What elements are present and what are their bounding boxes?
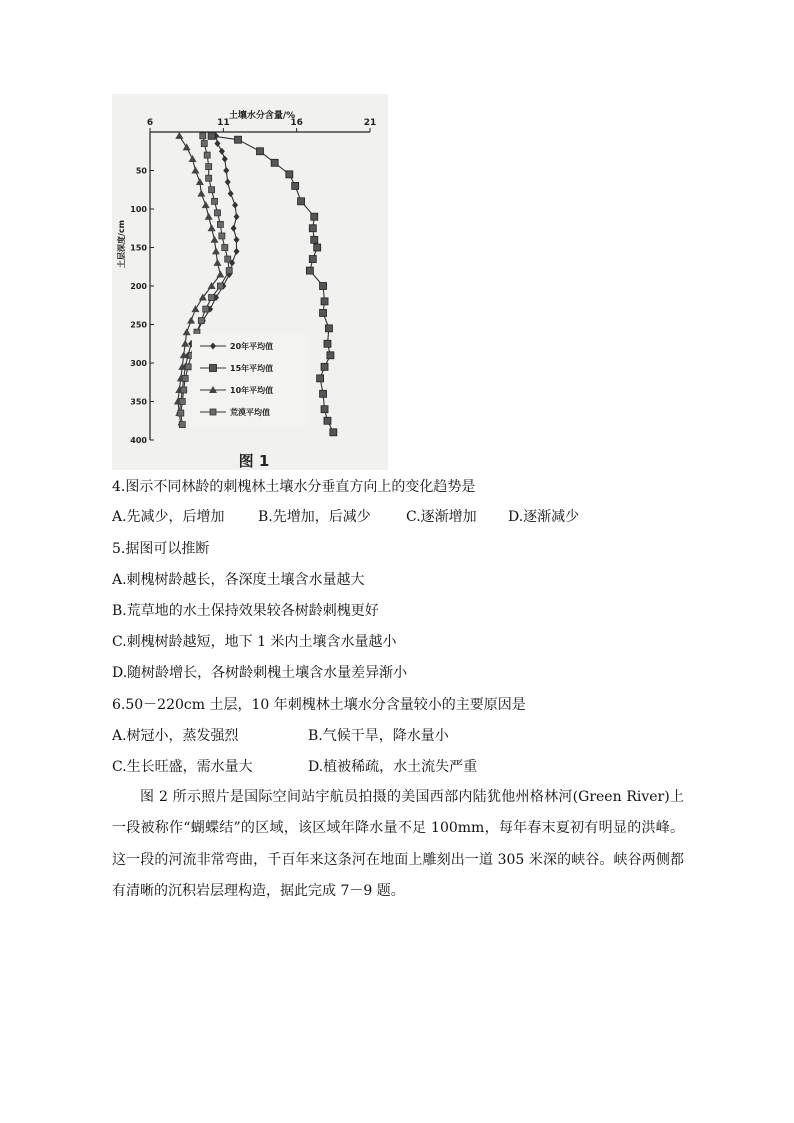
data-point	[219, 233, 225, 239]
y-tick-label: 350	[130, 397, 147, 407]
q6-option-a[interactable]: A.树冠小，蒸发强烈	[112, 728, 239, 744]
figure-1	[112, 94, 388, 470]
data-point	[232, 202, 238, 209]
data-point	[234, 213, 240, 220]
data-point	[209, 295, 215, 301]
data-point	[324, 417, 331, 424]
y-tick-label: 200	[130, 282, 147, 291]
data-point	[226, 268, 232, 274]
q5-option-c[interactable]: C.刺槐树龄越短，地下 1 米内土壤含水量越小	[112, 634, 397, 650]
data-point	[231, 225, 237, 232]
data-point	[321, 298, 328, 305]
data-point	[223, 167, 229, 174]
data-point	[198, 318, 204, 324]
data-point	[217, 221, 223, 227]
data-point	[183, 328, 191, 335]
data-point	[320, 309, 327, 316]
q4-option-a[interactable]: A.先减少，后增加	[112, 509, 225, 525]
legend	[192, 334, 308, 426]
data-point	[208, 132, 215, 139]
question-6-stem: 6.50－220cm 土层，10 年刺槐林土壤水分含量较小的主要原因是	[112, 697, 526, 713]
data-point	[200, 133, 206, 139]
data-point	[181, 387, 187, 393]
data-point	[298, 198, 305, 205]
data-point	[225, 256, 231, 262]
data-point	[257, 148, 264, 155]
y-tick-label: 150	[130, 243, 147, 253]
data-point	[196, 178, 204, 185]
q5-option-a[interactable]: A.刺槐树龄越长，各深度土壤含水量越大	[112, 572, 365, 588]
q4-option-d[interactable]: D.逐渐减少	[508, 509, 580, 525]
y-tick-label: 50	[135, 166, 147, 176]
data-point	[178, 410, 184, 416]
data-point	[320, 283, 327, 290]
data-point	[317, 375, 324, 382]
legend-label: 10年平均值	[230, 386, 274, 395]
y-axis-title: 土层深度/cm	[117, 220, 126, 268]
figure-caption: 图 1	[238, 452, 270, 470]
data-point	[206, 175, 212, 181]
data-point	[217, 283, 223, 289]
data-point	[234, 236, 240, 243]
data-point	[222, 155, 228, 162]
q4-option-c[interactable]: C.逐渐增加	[406, 509, 477, 525]
q5-option-d[interactable]: D.随树龄增长，各树龄刺槐土壤含水量差异渐小	[112, 665, 408, 681]
q6-option-c[interactable]: C.生长旺盛，需水量大	[112, 759, 253, 775]
soil-moisture-chart	[112, 94, 388, 470]
question-4-options	[112, 507, 672, 527]
data-point	[213, 259, 221, 266]
data-point	[309, 225, 316, 232]
data-point	[183, 143, 191, 150]
data-point	[321, 406, 328, 413]
data-point	[212, 247, 220, 254]
data-point	[197, 190, 205, 197]
x-tick-label: 16	[290, 118, 303, 128]
data-point	[314, 244, 321, 251]
data-point	[330, 429, 337, 436]
data-point	[234, 248, 240, 255]
x-axis-title: 土壤水分含量/%	[228, 111, 296, 121]
x-tick-label: 11	[217, 118, 230, 128]
data-point	[214, 140, 220, 147]
data-point	[182, 375, 188, 381]
data-point	[309, 256, 316, 263]
data-point	[325, 325, 332, 332]
legend-label: 15年平均值	[230, 364, 274, 373]
data-point	[203, 306, 209, 312]
data-point	[205, 213, 213, 220]
question-6-options-row1	[112, 726, 672, 746]
data-point	[324, 340, 331, 347]
data-point	[209, 187, 215, 193]
data-point	[321, 363, 328, 370]
data-point	[271, 159, 278, 166]
data-point	[185, 364, 191, 370]
y-tick-label: 250	[130, 320, 147, 330]
data-point	[202, 201, 210, 208]
data-point	[191, 167, 199, 174]
data-point	[181, 340, 189, 347]
data-point	[179, 422, 185, 428]
question-5-stem: 5.据图可以推断	[112, 541, 210, 557]
data-point	[191, 305, 199, 312]
data-point	[211, 236, 219, 243]
data-point	[311, 213, 318, 220]
x-tick-label: 21	[363, 118, 377, 128]
data-point	[219, 148, 225, 155]
data-point	[327, 352, 334, 359]
data-point	[292, 182, 299, 189]
y-tick-label: 300	[130, 359, 147, 368]
data-point	[187, 317, 195, 324]
data-point	[235, 136, 242, 143]
data-point	[204, 152, 210, 158]
data-point	[179, 399, 185, 405]
data-point	[201, 141, 207, 147]
reading-passage: 图 2 所示照片是国际空间站宇航员拍摄的美国西部内陆犹他州格林河(Green River)上一段被称作“蝴蝶结”的区域，该区域年降水量不足 100mm，每年春末夏初有明显的洪峰。这一段的河流非常弯曲，千百年来这条河在地面上雕刻出一道 305 米深的峡谷。峡谷两侧都有清晰的沉积岩层理构造，据此完成 7－9 题。	[112, 789, 684, 899]
data-point	[216, 270, 224, 277]
q5-option-b[interactable]: B.荒草地的水土保持效果较各树龄刺槐更好	[112, 603, 379, 619]
data-point	[212, 198, 218, 204]
data-point	[222, 245, 228, 251]
legend-marker	[210, 409, 216, 415]
data-point	[311, 236, 318, 243]
q4-option-b[interactable]: B.先增加，后减少	[258, 509, 371, 525]
question-6-options-row2	[112, 757, 672, 777]
data-point	[225, 179, 231, 186]
data-point	[206, 164, 212, 170]
x-tick-label: 6	[146, 118, 154, 128]
data-point	[175, 132, 183, 139]
data-point	[286, 171, 293, 178]
data-point	[306, 267, 313, 274]
q6-option-d[interactable]: D.植被稀疏，水土流失严重	[308, 759, 478, 775]
legend-marker	[210, 365, 217, 372]
q6-option-b[interactable]: B.气候干旱，降水量小	[308, 728, 449, 744]
data-point	[214, 210, 220, 216]
data-point	[228, 190, 234, 197]
legend-label: 20年平均值	[230, 342, 274, 351]
legend-label: 荒漠平均值	[230, 408, 270, 417]
question-4-stem: 4.图示不同林龄的刺槐林土壤水分垂直方向上的变化趋势是	[112, 479, 476, 495]
data-point	[208, 224, 216, 231]
y-tick-label: 100	[130, 205, 147, 214]
y-tick-label: 400	[130, 436, 147, 445]
data-point	[189, 155, 197, 162]
data-point	[320, 390, 327, 397]
